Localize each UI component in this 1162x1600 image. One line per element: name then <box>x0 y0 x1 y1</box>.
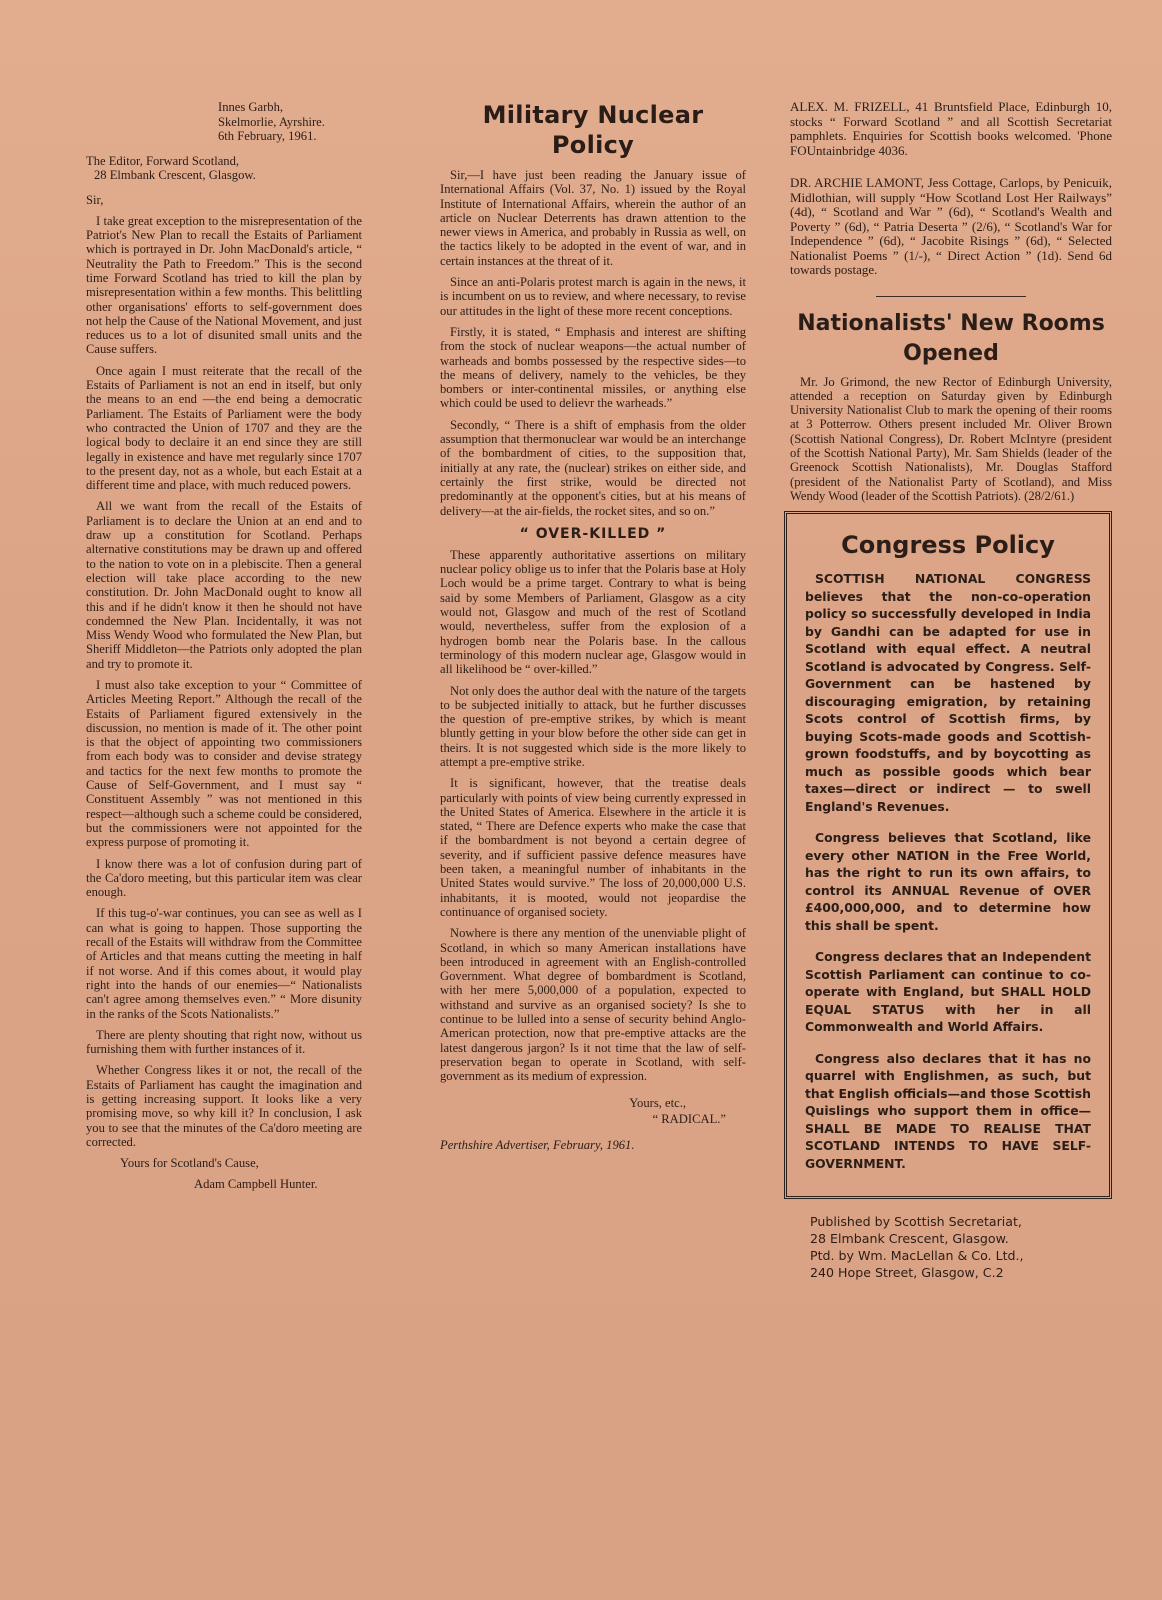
letter-column <box>86 100 362 1196</box>
imprint-line: 240 Hope Street, Glasgow, C.2 <box>810 1265 1004 1281</box>
article-paragraph: These apparently authoritative assertions on military nuclear policy oblige us to infer that the Polaris base at Holy Loch would be a prime target. Contrary to what is being said by some Members of Parliament, Glasgow as a city would not, Glasgow and much of the rest of Scotland would, nevertheless, suffer from the explosion of a hydrogen bomb near the Polaris base. In the callous terminology of this modern nuclear age, Glasgow would in all likelihood be “ over-killed.” <box>440 547 746 677</box>
salutation: Sir, <box>86 192 104 207</box>
article-signature: “ RADICAL.” <box>652 1111 726 1126</box>
letter-closing: Yours for Scotland's Cause, <box>120 1156 259 1171</box>
article-source: Perthshire Advertiser, February, 1961. <box>440 1138 635 1153</box>
address-line: The Editor, Forward Scotland, <box>86 153 240 168</box>
article-paragraph: Not only does the author deal with the nature of the targets to be subjected initially to attack, but he further discusses the question of pre-emptive strikes, by which is meant bluntly getting in your blow before the other side can get in theirs. It is not suggested which side is the more likely to attempt a pre-emptive strike. <box>440 683 746 769</box>
letter-paragraph: Once again I must reiterate that the recall of the Estaits of Parliament is not an end in itself, but only the means to an end —the end being a democratic Parliament. The Estaits of Parliament were the body who contracted the Union of 1707 and they are the logical body to declaire it an end since they are still legally in existence and have met regularly since 1707 to the present day, not as a whole, but each Estait at a different time and place, with much reduced powers. <box>86 363 362 493</box>
sender-address <box>86 100 362 144</box>
address-line: 6th February, 1961. <box>218 129 317 143</box>
letter-paragraph: All we want from the recall of the Estaits of Parliament is to declare the Union at an end and to draw up a constitution for Scotland. Perhaps alternative constitutions may be drawn up and offered to the nation to vote on in a plebiscite. Then a general election will take place according to the new constitution. Dr. John MacDonald ought to know all this and if he didn't know it then he should not have condemned the New Plan. Incidentally, it was not Miss Wendy Wood who formulated the New Plan, but Sheriff Middleton—the Patriots only adopted the plan and try to promote it. <box>86 499 362 671</box>
imprint-line: 28 Elmbank Crescent, Glasgow. <box>810 1231 1009 1247</box>
address-line: 28 Elmbank Crescent, Glasgow. <box>94 168 256 182</box>
nuclear-policy-column <box>440 100 746 1159</box>
article-subheading: “ OVER-KILLED ” <box>519 525 667 542</box>
letter-signature: Adam Campbell Hunter. <box>194 1176 318 1191</box>
congress-policy-box <box>784 511 1112 1199</box>
letter-paragraph: There are plenty shouting that right now, without us furnishing them with further instances of it. <box>86 1027 362 1057</box>
divider <box>876 296 1026 297</box>
publisher-imprint <box>790 1213 1112 1281</box>
article-title: Military Nuclear Policy <box>482 101 704 159</box>
article-paragraph: It is significant, however, that the treatise deals particularly with points of view being currently expressed in the United States of America. Elsewhere in the article it is stated, “ There are Defence experts who make the case that if the bombardment is not beyond a certain degree of severity, and if sufficient passive defence measures have been taken, a meaningful number of inhabitants in the United States would survive.” The loss of 20,000,000 U.S. inhabitants, it is mooted, would not jeopardise the continuance of organised society. <box>440 776 746 919</box>
letter-paragraph: I must also take exception to your “ Committee of Articles Meeting Report.” Although the recall of the Estaits of Parliament figured extensively in the discussion, no mention is made of it. The other point is that the object of appointing two commissioners from each body was to consider and devise strategy and tactics for the next few months to promote the Cause of Self-Government, and I must say “ Constituent Assembly ” was not mentioned in this respect—although such a scheme could be considered, but the commissioners were not appointed for the express purpose of promoting it. <box>86 678 362 850</box>
article-paragraph: Secondly, “ There is a shift of emphasis from the older assumption that thermonuclear war would be an interchange of the bombardment of cities, to the supposition that, initially at any rate, the (nuclear) strikes on either side, and certainly the first strike, would be directed not predominantly at the opponent's cities, but at his means of delivery—at the air-fields, the rocket sites, and so on.” <box>440 417 746 518</box>
imprint-line: Published by Scottish Secretariat, <box>810 1214 1022 1230</box>
recipient-address <box>86 154 362 183</box>
article-paragraph: Nowhere is there any mention of the unenviable plight of Scotland, in which so many American installations have been introduced in agreement with an English-controlled Government. What degree of bombardment is Scotland, with her mere 5,000,000 of a population, expected to withstand and survive as an organised society? Is she to continue to be lulled into a sense of security behind Anglo-American protection, now that pre-emptive attacks are the latest dangerous jargon? Is it not time that the law of self-preservation began to operate in Scotland, with self-government as its medium of expression. <box>440 926 746 1084</box>
article-closing: Yours, etc., <box>629 1095 686 1110</box>
congress-paragraph: Congress also declares that it has no quarrel with Englishmen, as such, but that English officials—and those Scottish Quislings who support them in office—SHALL BE MADE TO REALISE THAT SCOTLAND INTENDS TO HAVE SELF-GOVERNMENT. <box>805 1050 1091 1171</box>
address-line: Innes Garbh, <box>218 100 284 114</box>
frizell-advertisement: ALEX. M. FRIZELL, 41 Bruntsfield Place, Edinburgh 10, stocks “ Forward Scotland ” and all Scottish Secretariat pamphlets. Enquiries for Scottish books welcomed. 'Phone FOUntainbridge 4036. <box>790 99 1112 158</box>
imprint-line: Ptd. by Wm. MacLellan & Co. Ltd., <box>810 1248 1024 1264</box>
congress-title: Congress Policy <box>841 531 1055 560</box>
right-column <box>790 100 1112 1281</box>
letter-paragraph: I know there was a lot of confusion during part of the Ca'doro meeting, but this particular item was clear enough. <box>86 856 362 900</box>
congress-paragraph: Congress believes that Scotland, like every other NATION in the Free World, has the right to run its own affairs, to control its ANNUAL Revenue of OVER £400,000,000, and to determine how this shall be spent. <box>805 830 1091 933</box>
article-paragraph: Sir,—I have just been reading the January issue of International Affairs (Vol. 37, No. 1) issued by the Royal Institute of International Affairs, wherein the author of an article on Nuclear Deterrents has drawn attention to the newer views in America, and probably in Russia as well, on the tactics likely to be adopted in the event of war, and in certain instances at the threat of it. <box>440 168 746 268</box>
rooms-paragraph: Mr. Jo Grimond, the new Rector of Edinburgh University, attended a reception on Saturday given by Edinburgh University Nationalist Club to mark the opening of their rooms at 3 Potterrow. Others present included Mr. Oliver Brown (Scottish National Congress), Dr. Robert McIntyre (president of the Scottish National Party), Mr. Sam Shields (leader of the Greenock Scottish Nationalists), Mr. Douglas Stafford (president of the Nationalist Party of Scotland), and Miss Wendy Wood (leader of the Scottish Patriots). (28/2/61.) <box>790 374 1112 503</box>
congress-paragraph: Congress declares that an Independent Scottish Parliament can continue to co-operate with England, but SHALL HOLD EQUAL STATUS with her in all Commonwealth and World Affairs. <box>805 949 1091 1035</box>
address-line: Skelmorlie, Ayrshire. <box>218 114 325 129</box>
article-paragraph: Since an anti-Polaris protest march is again in the news, it is incumbent on us to review, and where necessary, to revise our attitudes in the light of these more recent conceptions. <box>440 275 746 318</box>
letter-paragraph: I take great exception to the misrepresentation of the Patriot's New Plan to recall the Estaits of Parliament which is portrayed in Dr. John MacDonald's article, “ Neutrality the Path to Freedom.” This is the second time Forward Scotland has tried to kill the plan by misrepresentation within a few months. This belittling other organisations' efforts to self-government does not help the Cause of the National Movement, and just reduces us to a lot of disunited small units and the Cause suffers. <box>86 213 362 357</box>
letter-paragraph: If this tug-o'-war continues, you can see as well as I can what is going to happen. Those supporting the recall of the Estaits will withdraw from the Committee of Articles and that means cutting the meeting in half if not worse. And if this comes about, it would play right into the hands of our enemies—“ Nationalists can't agree among themselves even.” “ More disunity in the ranks of the Scots Nationalists.” <box>86 906 362 1021</box>
article-paragraph: Firstly, it is stated, “ Emphasis and interest are shifting from the stock of nuclear weapons—the actual number of warheads and bombs possessed by the respective sides—to the means of delivery, namely to the vehicles, be they bombers or inter-continental missiles, or anything else which could be used to delievr the warheads.” <box>440 324 746 411</box>
rooms-title: Nationalists' New Rooms Opened <box>797 310 1105 366</box>
lamont-advertisement: DR. ARCHIE LAMONT, Jess Cottage, Carlops, by Penicuik, Midlothian, will supply “How Scotland Lost Her Railways” (4d), “ Scotland and War ” (6d), “ Scotland's Wealth and Poverty ” (6d), “ Patria Deserta ” (2/6), “ Scotland's War for Independence ” (6d), “ Jacobite Risings ” (6d), “ Selected Nationalist Poems ” (1/-), “ Direct Action ” (1d). Send 6d towards postage. <box>790 175 1112 277</box>
letter-paragraph: Whether Congress likes it or not, the recall of the Estaits of Parliament has caught the imagination and is getting increasing support. It looks like a very promising move, so why kill it? In conclusion, I ask you to see that the minutes of the Ca'doro meeting are corrected. <box>86 1063 362 1149</box>
congress-paragraph: SCOTTISH NATIONAL CONGRESS believes that the non-co-operation policy so successfully developed in India by Gandhi can be adapted for use in Scotland with equal effect. A neutral Scotland is advocated by Congress. Self-Government can be hastened by discouraging emigration, by retaining Scots control of Scottish firms, by buying Scots-made goods and Scottish-grown foodstuffs, and by boycotting as much as possible goods which bear taxes—direct or indirect — to swell England's Revenues. <box>805 571 1091 814</box>
